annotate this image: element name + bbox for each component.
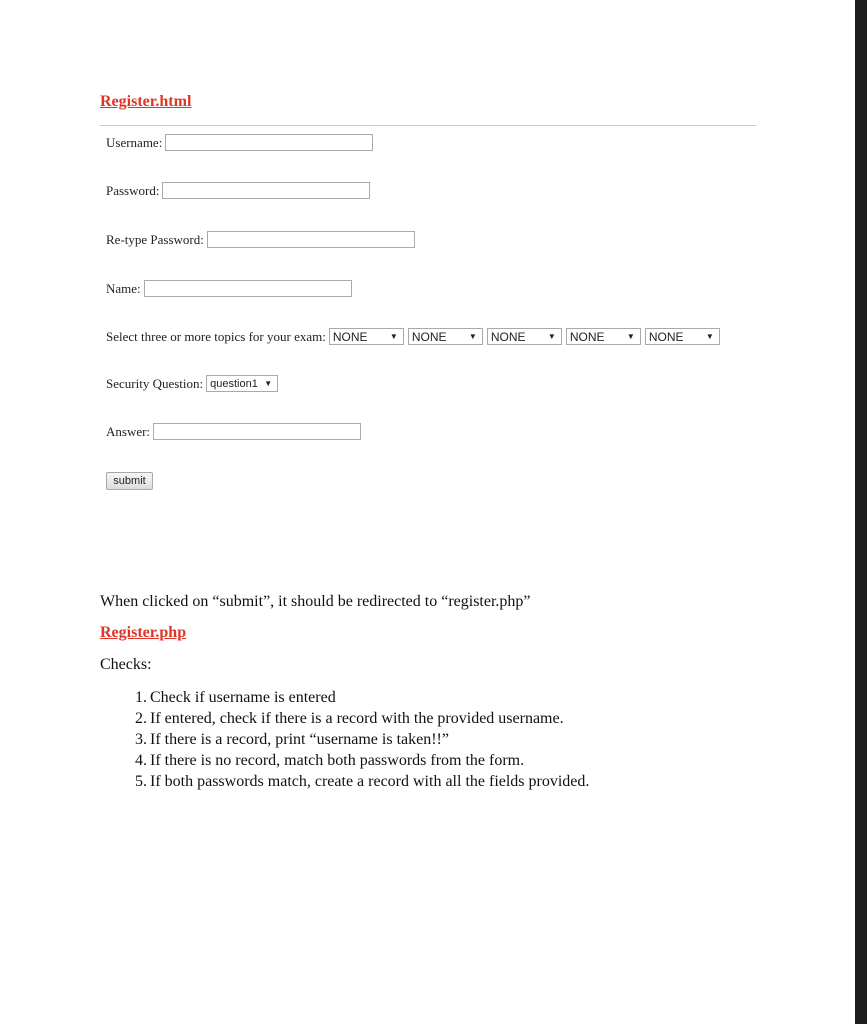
list-item (100, 688, 589, 709)
password-row (106, 182, 370, 199)
submit-button[interactable]: submit (106, 472, 153, 490)
dropdown-arrow-icon: ▼ (468, 332, 477, 341)
topic-select-2[interactable] (408, 328, 483, 345)
redirect-note: When clicked on “submit”, it should be redirected to “register.php” (100, 593, 531, 610)
list-item-text: Check if username is entered (150, 689, 336, 706)
topic-select-3[interactable] (487, 328, 562, 345)
name-label: Name: (106, 280, 141, 296)
security-question-select[interactable] (206, 375, 278, 392)
list-item-text: If there is no record, match both passwords from the form. (150, 752, 525, 769)
retype-password-row (106, 231, 415, 248)
topic-select-2-value: NONE (411, 329, 447, 344)
answer-label: Answer: (106, 423, 151, 439)
list-item (100, 772, 589, 793)
security-question-label: Security Question: (106, 375, 204, 391)
topics-row (106, 328, 720, 345)
list-item (100, 730, 589, 751)
topic-select-1-value: NONE (332, 329, 368, 344)
topic-select-4[interactable] (566, 328, 641, 345)
checks-list (100, 688, 589, 793)
dropdown-arrow-icon: ▼ (389, 332, 398, 341)
dropdown-arrow-icon: ▼ (626, 332, 635, 341)
list-item (100, 751, 589, 772)
topic-select-5[interactable] (645, 328, 720, 345)
name-input[interactable] (144, 280, 352, 297)
list-item-number: 1. (135, 689, 147, 706)
answer-input[interactable] (153, 423, 361, 440)
dropdown-arrow-icon: ▼ (264, 379, 273, 388)
password-input[interactable] (162, 182, 370, 199)
username-row (106, 134, 373, 151)
register-html-heading: Register.html (100, 93, 192, 110)
register-form (100, 125, 756, 496)
security-question-row (106, 375, 278, 392)
password-label: Password: (106, 182, 160, 198)
list-item (100, 709, 589, 730)
list-item-number: 3. (135, 731, 147, 748)
list-item-number: 2. (135, 710, 147, 727)
dropdown-arrow-icon: ▼ (547, 332, 556, 341)
username-label: Username: (106, 134, 163, 150)
topic-select-5-value: NONE (648, 329, 684, 344)
list-item-text: If both passwords match, create a record with all the fields provided. (150, 773, 590, 790)
answer-row (106, 423, 361, 440)
dropdown-arrow-icon: ▼ (705, 332, 714, 341)
topics-label: Select three or more topics for your exam: (106, 328, 326, 344)
list-item-number: 5. (135, 773, 147, 790)
retype-password-input[interactable] (207, 231, 415, 248)
topic-select-3-value: NONE (490, 329, 526, 344)
topic-select-1[interactable] (329, 328, 404, 345)
security-question-value: question1 (210, 377, 258, 390)
register-php-heading: Register.php (100, 624, 187, 641)
username-input[interactable] (165, 134, 373, 151)
list-item-text: If entered, check if there is a record with the provided username. (150, 710, 564, 727)
retype-password-label: Re-type Password: (106, 231, 204, 247)
list-item-number: 4. (135, 752, 147, 769)
name-row (106, 280, 352, 297)
list-item-text: If there is a record, print “username is taken!!” (150, 731, 449, 748)
window-edge-bar (855, 0, 867, 1024)
topic-select-4-value: NONE (569, 329, 605, 344)
checks-title: Checks: (100, 656, 152, 673)
